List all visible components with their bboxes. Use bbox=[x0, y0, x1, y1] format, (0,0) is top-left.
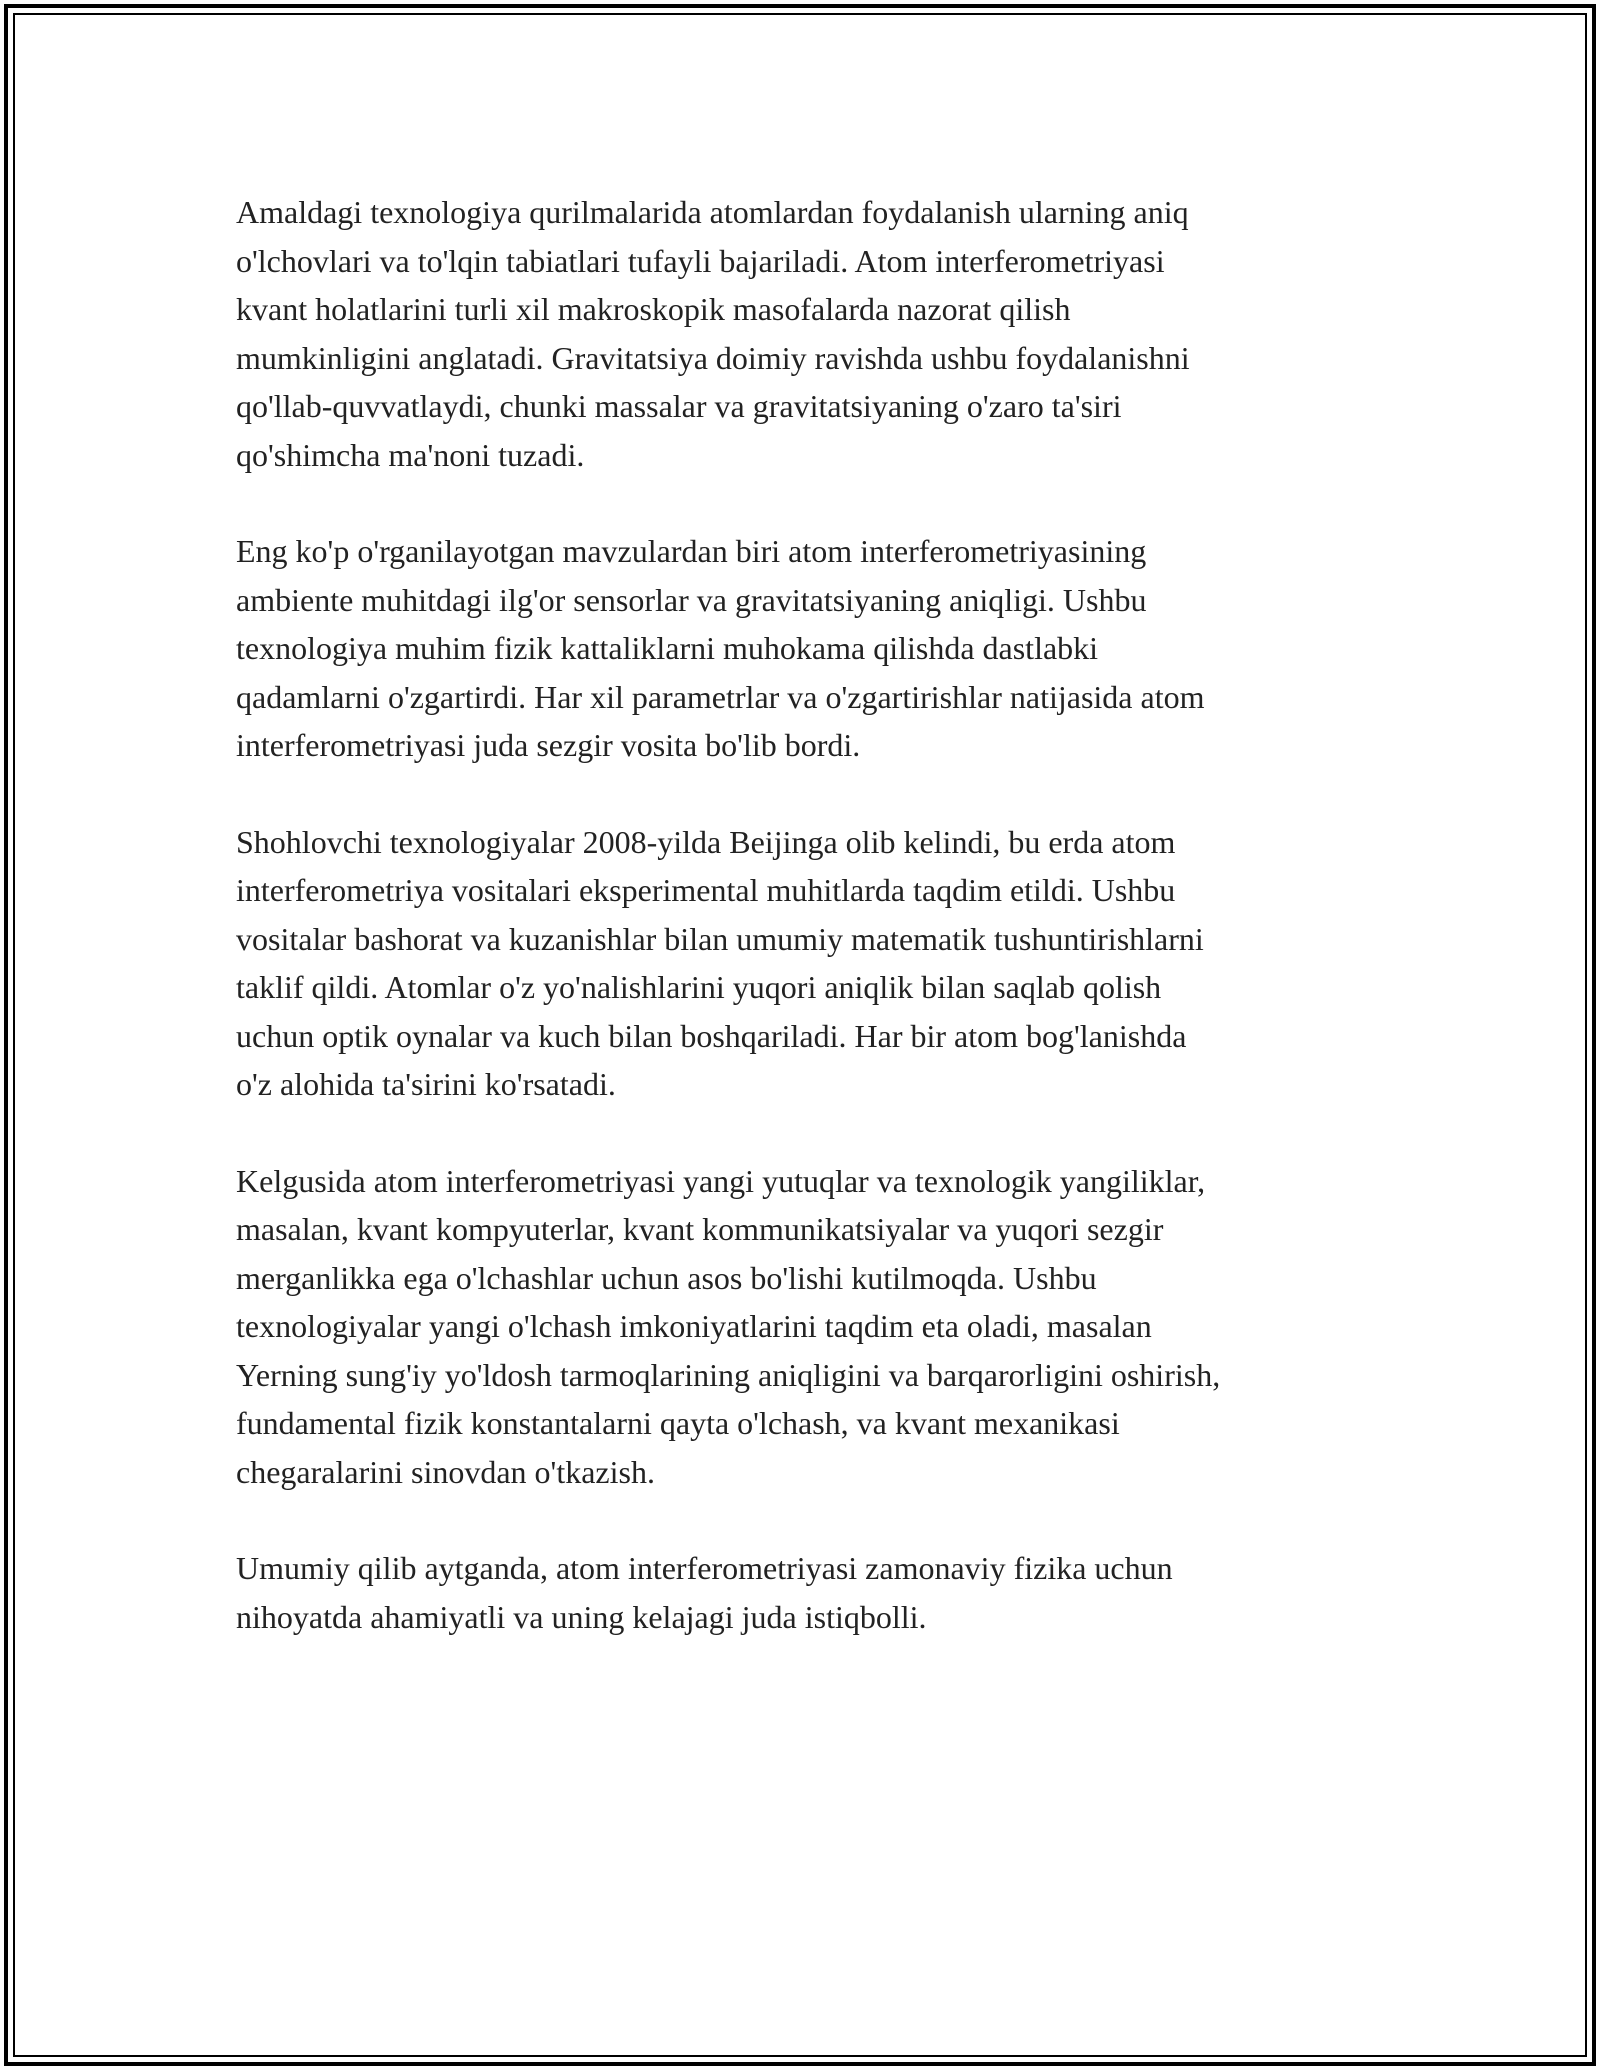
text-line: masalan, kvant kompyuterlar, kvant kommunikatsiyalar va yuqori sezgir bbox=[236, 1211, 1164, 1247]
text-line: nihoyatda ahamiyatli va uning kelajagi juda istiqbolli. bbox=[236, 1598, 927, 1635]
text-line: texnologiya muhim fizik kattaliklarni muhokama qilishda dastlabki bbox=[236, 630, 1099, 666]
text-line: mumkinligini anglatadi. Gravitatsiya doimiy ravishda ushbu foydalanishni bbox=[236, 339, 1190, 376]
text-line: merganlikka ega o'lchashlar uchun asos bo'lishi kutilmoqda. Ushbu bbox=[236, 1259, 1097, 1296]
paragraph-5 bbox=[236, 1544, 1416, 1641]
text-line: Yerning sung'iy yo'ldosh tarmoqlarining aniqligini va barqarorligini oshirish, bbox=[236, 1356, 1221, 1393]
text-line: qo'llab-quvvatlaydi, chunki massalar va gravitatsiyaning o'zaro ta'siri bbox=[236, 388, 1122, 424]
text-line: o'lchovlari va to'lqin tabiatlari tufayli bajariladi. Atom interferometriyasi bbox=[236, 242, 1165, 279]
text-line: taklif qildi. Atomlar o'z yo'nalishlarini yuqori aniqlik bilan saqlab qolish bbox=[236, 969, 1162, 1005]
text-line: fundamental fizik konstantalarni qayta o'lchash, va kvant mexanikasi bbox=[236, 1405, 1120, 1441]
text-line: qo'shimcha ma'noni tuzadi. bbox=[236, 436, 585, 473]
paragraph-4 bbox=[236, 1157, 1416, 1497]
text-line: Umumiy qilib aytganda, atom interferometriyasi zamonaviy fizika uchun bbox=[236, 1550, 1173, 1586]
paragraph-2 bbox=[236, 527, 1416, 770]
text-line: uchun optik oynalar va kuch bilan boshqariladi. Har bir atom bog'lanishda bbox=[236, 1017, 1187, 1054]
text-line: vositalar bashorat va kuzanishlar bilan umumiy matematik tushuntirishlarni bbox=[236, 920, 1204, 957]
text-line: texnologiyalar yangi o'lchash imkoniyatlarini taqdim eta oladi, masalan bbox=[236, 1308, 1152, 1344]
text-line: qadamlarni o'zgartirdi. Har xil parametrlar va o'zgartirishlar natijasida atom bbox=[236, 678, 1205, 715]
text-line: ambiente muhitdagi ilg'or sensorlar va gravitatsiyaning aniqligi. Ushbu bbox=[236, 581, 1147, 618]
text-line: Shohlovchi texnologiyalar 2008-yilda Beijinga olib kelindi, bu erda atom bbox=[236, 823, 1176, 860]
text-line: Kelgusida atom interferometriyasi yangi yutuqlar va texnologik yangiliklar, bbox=[236, 1162, 1206, 1199]
text-line: chegaralarini sinovdan o'tkazish. bbox=[236, 1453, 655, 1490]
paragraph-1 bbox=[236, 188, 1416, 479]
paragraph-3 bbox=[236, 818, 1416, 1109]
text-line: o'z alohida ta'sirini ko'rsatadi. bbox=[236, 1066, 616, 1102]
document-body bbox=[236, 188, 1416, 1689]
text-line: Amaldagi texnologiya qurilmalarida atomlardan foydalanish ularning aniq bbox=[236, 194, 1189, 230]
text-line: interferometriyasi juda sezgir vosita bo'lib bordi. bbox=[236, 727, 861, 763]
text-line: kvant holatlarini turli xil makroskopik masofalarda nazorat qilish bbox=[236, 291, 1071, 327]
text-line: interferometriya vositalari eksperimental muhitlarda taqdim etildi. Ushbu bbox=[236, 872, 1176, 908]
text-line: Eng ko'p o'rganilayotgan mavzulardan biri atom interferometriyasining bbox=[236, 533, 1147, 569]
